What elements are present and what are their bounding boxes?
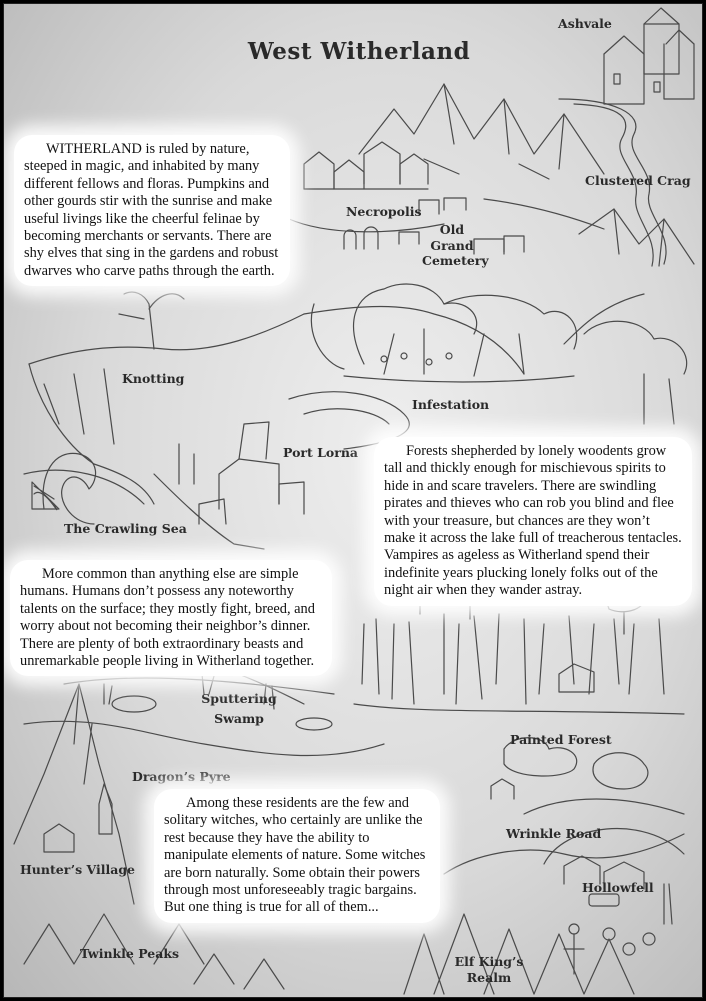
label-sputtering-swamp (199, 691, 279, 726)
label-swamp: Swamp (214, 710, 264, 726)
label-the-crawling-sea: The Crawling Sea (64, 521, 187, 536)
label-dragons-pyre: Dragon’s Pyre (132, 769, 231, 784)
label-port-lorna: Port Lorna (283, 445, 359, 460)
crawling-sea (24, 453, 144, 524)
label-hunters-village: Hunter’s Village (20, 862, 136, 877)
passage-intro: WITHERLAND is ruled by nature, steeped in magic, and inhabited by many different fellows and floras. Pumpkins and other gourds stir with the sunrise and make useful livings like the cheerful felinae by becoming merchants or servants. There are shy elves that sing in the gardens and robust dwarves who carve paths through the earth. (14, 135, 290, 286)
label-elf-kings-realm (444, 954, 534, 985)
label-old-grand-cemetery (422, 222, 489, 269)
label-knotting: Knotting (122, 371, 185, 386)
label-twinkle-peaks: Twinkle Peaks (80, 946, 180, 961)
label-ashvale: Ashvale (558, 16, 612, 31)
label-painted-forest: Painted Forest (510, 732, 612, 747)
label-necropolis: Necropolis (346, 204, 422, 219)
map-title: West Witherland (247, 38, 471, 65)
passage-forests: Forests shepherded by lonely woodents grow tall and thickly enough for mischievous spirits to hide in and scare travelers. There are swindling pirates and thieves who can rob you blind and flee with your treasure, but chances are they won’t make it across the lake full of treacherous tentacles. Vampires as ageless as Witherland spend their indefinite years plucking lonely folks out of the night air when they wander astray. (374, 437, 692, 606)
passage-witches: Among these residents are the few and solitary witches, who certainly are unlike the rest because they have the ability to manipulate elements of nature. Some witches are born naturally. Some obtain their powers through most unforeseeably tragic bargains. But one thing is true for all of them... (154, 789, 440, 923)
label-wrinkle-road: Wrinkle Road (506, 826, 602, 841)
label-infestation: Infestation (412, 397, 490, 412)
necropolis-buildings (289, 142, 524, 254)
label-realm: Realm (466, 969, 512, 985)
map-frame (3, 3, 703, 998)
wrinkle-road-hut (491, 779, 514, 799)
label-clustered-crag: Clustered Crag (585, 173, 691, 188)
label-elf-kings: Elf King’s (454, 954, 524, 969)
label-sputtering: Sputtering (201, 691, 277, 706)
label-grand: Grand (430, 237, 474, 253)
label-cemetery: Cemetery (422, 253, 489, 269)
label-hollowfell: Hollowfell (582, 880, 654, 895)
infestation-trees (311, 284, 686, 424)
passage-humans: More common than anything else are simple humans. Humans don’t possess any noteworthy talents on the surface; they mostly fight, breed, and worry about not becoming their neighbor’s dinner. There are plenty of both extraordinary beasts and unremarkable people living in Witherland together. (10, 560, 332, 676)
label-old: Old (439, 222, 465, 237)
